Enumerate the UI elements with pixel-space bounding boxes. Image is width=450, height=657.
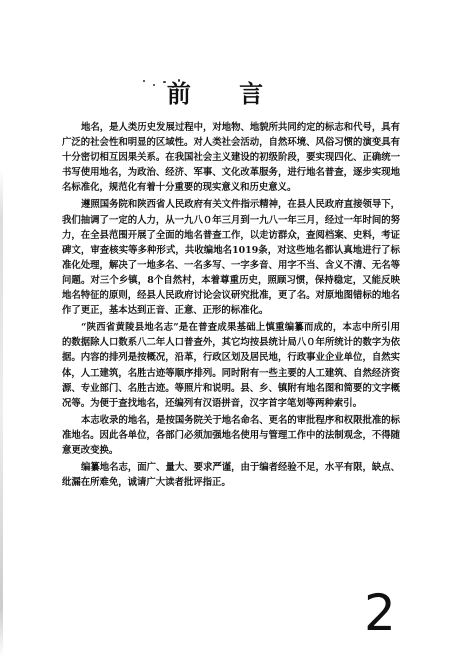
- paragraph: 本志收录的地名，是按国务院关于地名命名、更名的审批程序和权限批准的标准地名。因此各单位，各部门必须加强地名使用与管理工作中的法制观念，不得随意更改变换。: [62, 414, 400, 456]
- paragraph: 遵照国务院和陕西省人民政府有关文件指示精神，在县人民政府直接领导下，我们抽调了一定的人力，从一九八０年三月到一九八一年三月，经过一年时间的努力，在全县范围开展了全面的地名普查工作，以走访群众，查阅档案、史料，考证碑文，审查核实等多种形式，共收编地名1019条，对这些地名都认真地进行了标准化处理，解决了一地多名、一名多写、一字多音、用字不当、含义不清、无名等问题。对三个乡镇，8个自然村，本着尊重历史，照顾习惯，保持稳定，又能反映地名特征的原则，经县人民政府讨论会议研究批准，更了名。对原地图错标的地名作了更正，基本达到正音、正意、正形的标准化。: [62, 199, 400, 317]
- preface-body: [62, 120, 400, 492]
- scan-edge: [0, 170, 3, 657]
- scan-speck: [143, 80, 145, 82]
- paragraph: 地名，是人类历史发展过程中，对地物、地貌所共同约定的标志和代号，具有广泛的社会性和明显的区域性。对人类社会活动，自然环境、风俗习惯的演变具有十分密切相互因果关系。在我国社会主义建设的初级阶段，要实现四化、正确统一书写使用地名，为政治、经济、军事、文化改革服务，进行地名普查，逐步实现地名标准化，规范化有着十分重要的现实意义和历史意义。: [62, 122, 400, 194]
- handwritten-page-number: 2: [364, 584, 396, 642]
- page-title: 前 言: [166, 80, 284, 108]
- paragraph: 编纂地名志，面广、量大、要求严谨，由于编者经验不足，水平有限，缺点、纰漏在所难免，诚请广大读者批评指正。: [62, 462, 400, 489]
- paragraph: “陕西省黄陵县地名志”是在普查成果基础上慎重编纂而成的，本志中所引用的数据除人口数系八二年人口普查外，其它均按县统计局八０年所统计的数字为依据。内容的排列是按概况，沿革，行政区划及居民地，行政事业企业单位，自然实体，人工建筑，名胜古迹等顺序排列。同时附有一些主要的人工建筑、自然经济资源、专业部门、名胜古迹。等照片和说明。县、乡、镇附有地名图和简要的文字概况等。为便于查找地名，还编列有汉语拼音，汉字首字笔划等两种索引。: [62, 322, 400, 409]
